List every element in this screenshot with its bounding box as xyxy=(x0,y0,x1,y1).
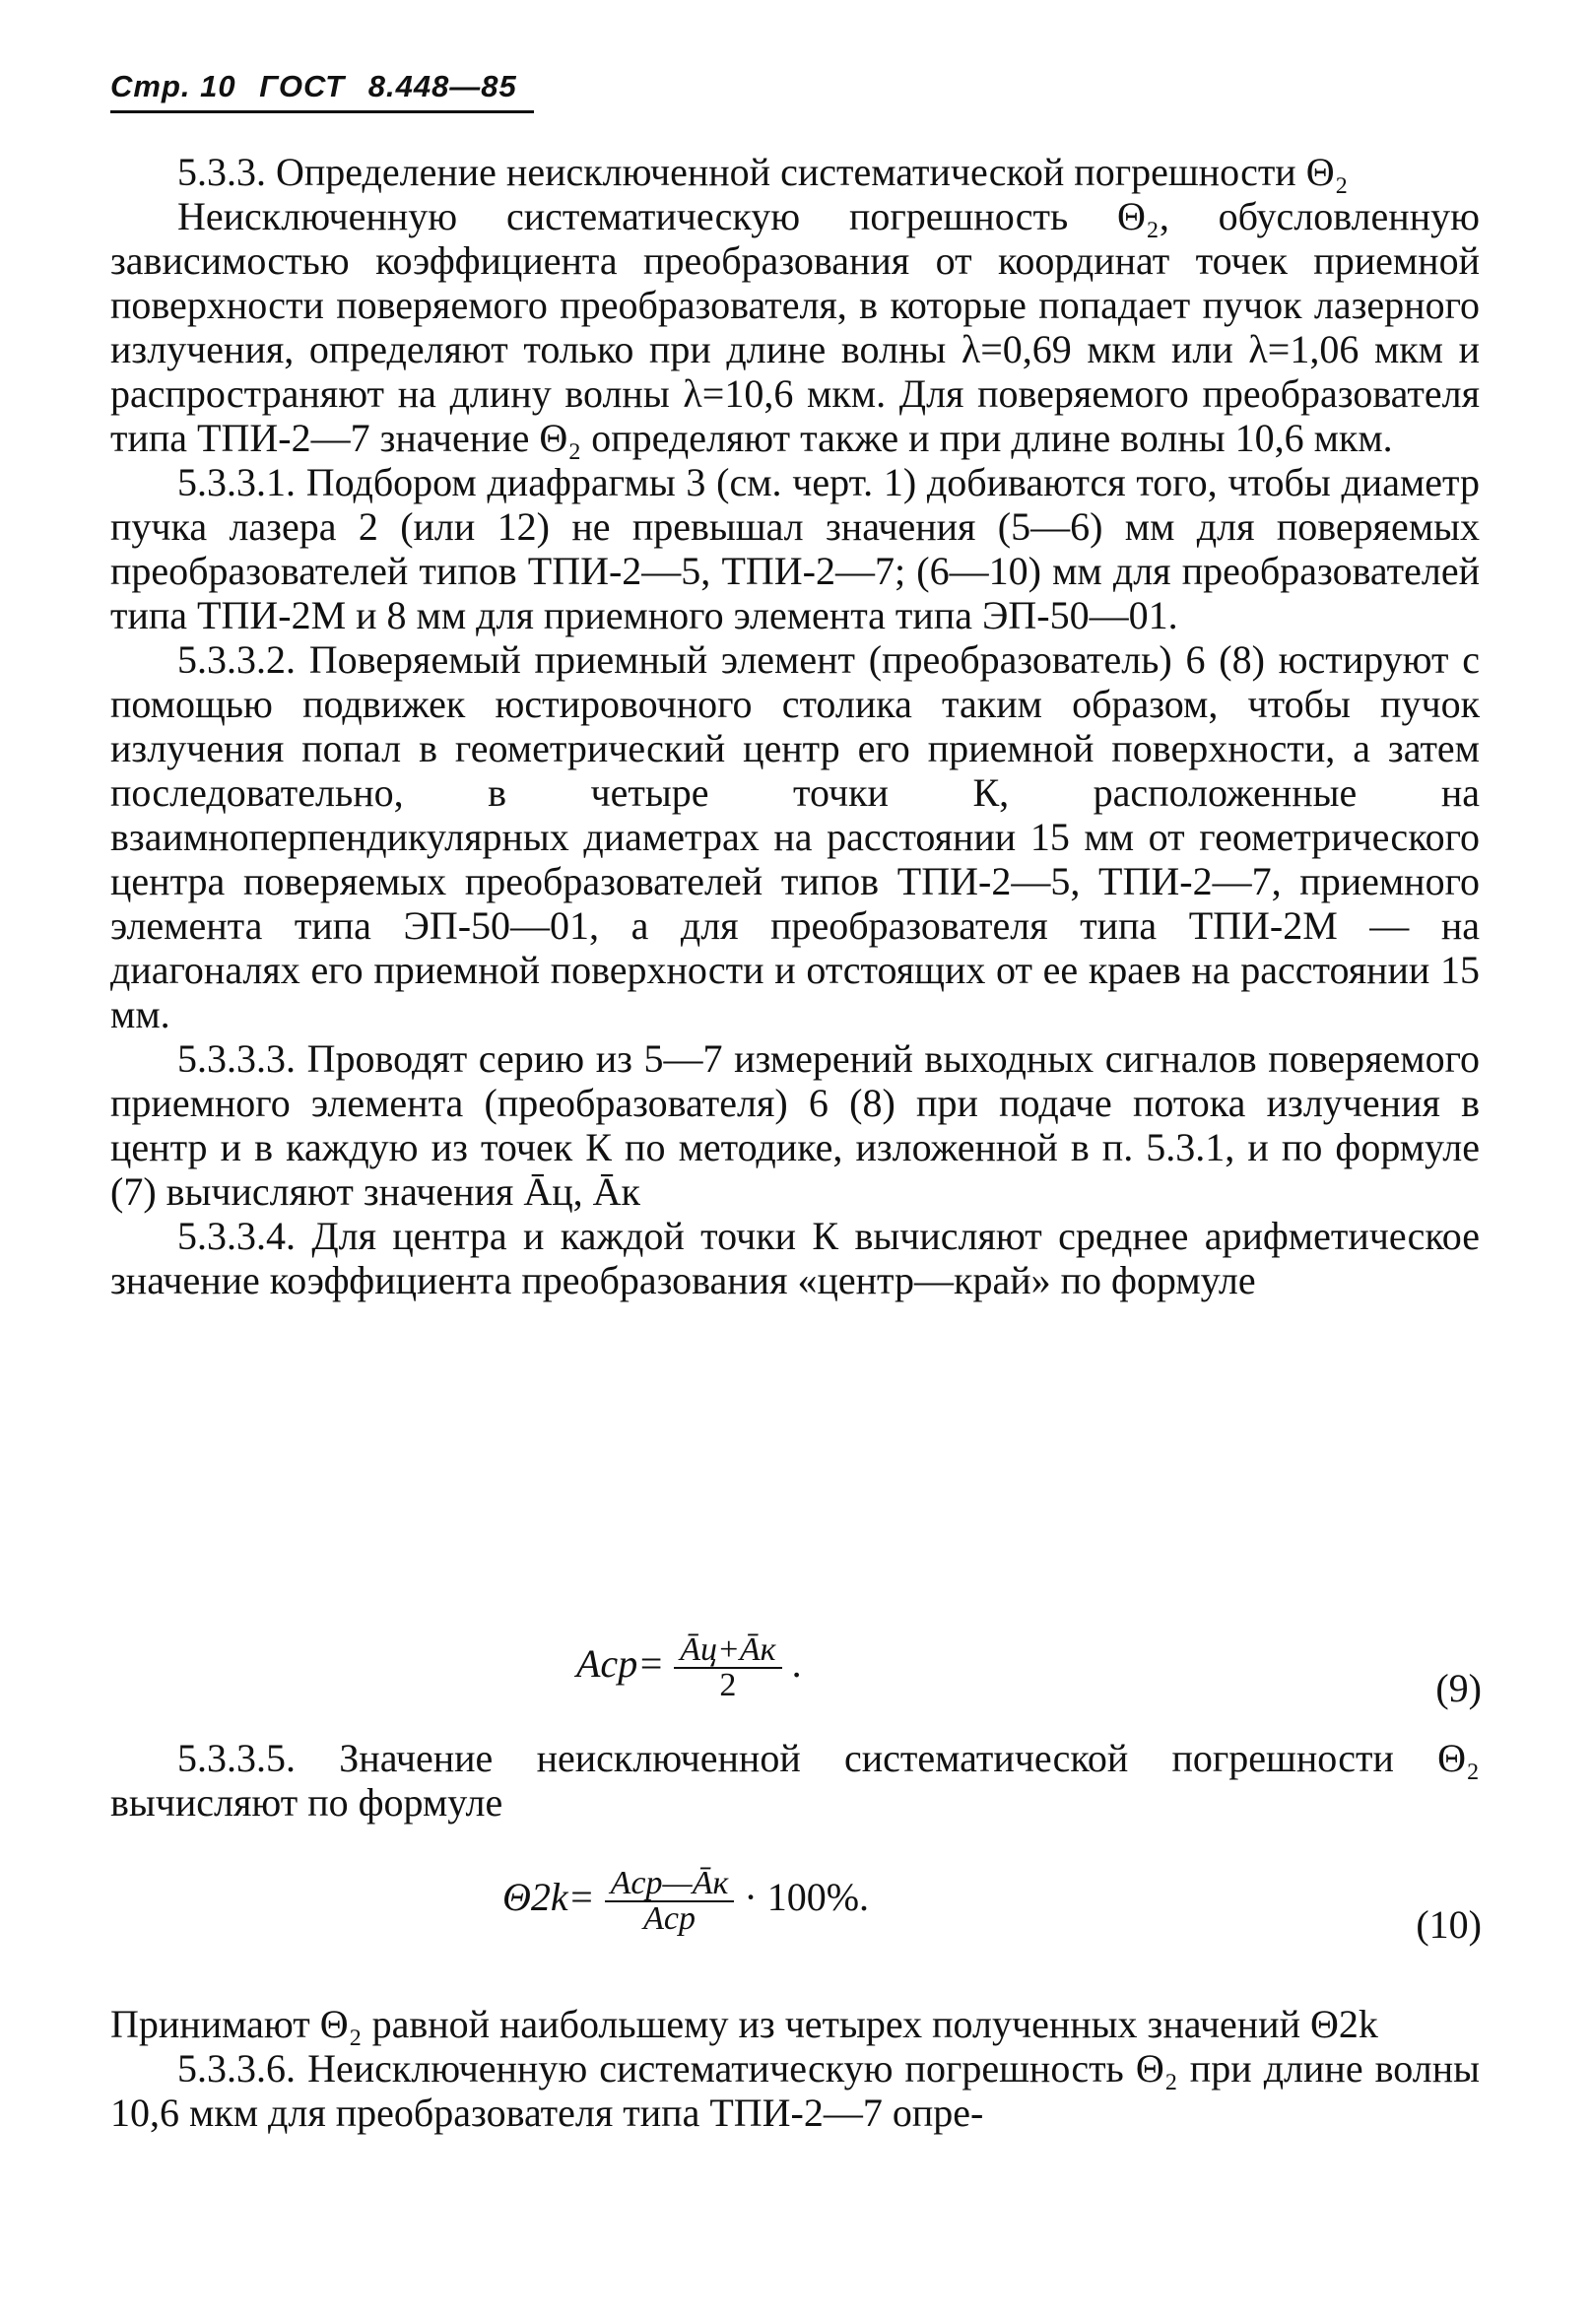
paragraph-5-3-3-1: 5.3.3.1. Подбором диафрагмы 3 (см. черт. 1) добиваются того, чтобы диаметр пучка лазера 2 (или 12) не превышал значения (5—6) мм для поверяемых преобразователей типов ТПИ-2—5, ТПИ-2—7; (6—10) мм для преобразователей типа ТПИ-2М и 8 мм для приемного элемента типа ЭП-50—01. xyxy=(110,460,1480,637)
section-5-3-3 xyxy=(110,150,1480,1302)
formula-9-fraction xyxy=(674,1633,781,1702)
formula-10 xyxy=(502,1867,869,1936)
formula-9-denominator: 2 xyxy=(719,1667,737,1703)
formula-9 xyxy=(576,1633,802,1702)
formula-10-lhs: Θ2k= xyxy=(502,1875,595,1920)
paragraph-5-3-3-2: 5.3.3.2. Поверяемый приемный элемент (преобразователь) 6 (8) юстируют с помощью подвижек юстировочного столика таким образом, чтобы пучок излучения попал в геометрический центр его приемной поверхности, а затем последовательно, в четыре точки К, расположенные на взаимноперпендикулярных диаметрах на расстоянии 15 мм от геометрического центра поверяемых преобразователей типов ТПИ-2—5, ТПИ-2—7, приемного элемента типа ЭП-50—01, а для преобразователя типа ТПИ-2М — на диагоналях его приемной поверхности и отстоящих от ее краев на расстоянии 15 мм. xyxy=(110,637,1480,1036)
equation-number-9: (9) xyxy=(1435,1666,1482,1710)
section-5-3-3-5 xyxy=(110,1736,1480,1825)
standard-label: ГОСТ xyxy=(259,69,346,103)
page-number: Стр. 10 xyxy=(110,69,236,103)
paragraph-5-3-3-5: 5.3.3.5. Значение неисключенной систематической погрешности Θ₂ вычисляют по формуле xyxy=(110,1736,1480,1825)
formula-10-fraction xyxy=(605,1867,735,1936)
formula-10-numerator: Aср—Āк xyxy=(605,1867,735,1902)
formula-9-lhs: Aср= xyxy=(576,1641,665,1687)
standard-number: 8.448—85 xyxy=(367,69,517,103)
paragraph-5-3-3-title: 5.3.3. Определение неисключенной систематической погрешности Θ₂ xyxy=(177,150,1349,194)
formula-9-numerator: Āц+Āк xyxy=(674,1633,781,1669)
page-header xyxy=(110,69,534,113)
paragraph-intro: Неисключенную систематическую погрешность Θ₂, обусловленную зависимостью коэффициента преобразования от координат точек приемной поверхности поверяемого преобразователя, в которые попадает пучок лазерного излучения, определяют только при длине волны λ=0,69 мкм или λ=1,06 мкм и распространяют на длину волны λ=10,6 мкм. Для поверяемого преобразователя типа ТПИ-2—7 значение Θ₂ определяют также и при длине волны 10,6 мкм. xyxy=(110,194,1480,460)
paragraph-accept: Принимают Θ₂ равной наибольшему из четырех полученных значений Θ2k xyxy=(110,2002,1378,2046)
paragraph-5-3-3-6: 5.3.3.6. Неисключенную систематическую погрешность Θ₂ при длине волны 10,6 мкм для преобразователя типа ТПИ-2—7 опре- xyxy=(110,2046,1480,2135)
formula-10-denominator: Aср xyxy=(643,1900,696,1937)
formula-10-tail: · 100%. xyxy=(744,1875,870,1920)
equation-number-10: (10) xyxy=(1416,1902,1482,1947)
formula-9-tail: . xyxy=(791,1641,802,1687)
paragraph-5-3-3-3: 5.3.3.3. Проводят серию из 5—7 измерений выходных сигналов поверяемого приемного элемента (преобразователя) 6 (8) при подаче потока излучения в центр и в каждую из точек К по методике, изложенной в п. 5.3.1, и по формуле (7) вычисляют значения Āц, Āк xyxy=(110,1036,1480,1214)
paragraph-5-3-3-4: 5.3.3.4. Для центра и каждой точки К вычисляют среднее арифметическое значение коэффициента преобразования «центр—край» по формуле xyxy=(110,1214,1480,1302)
section-tail xyxy=(110,2002,1480,2135)
